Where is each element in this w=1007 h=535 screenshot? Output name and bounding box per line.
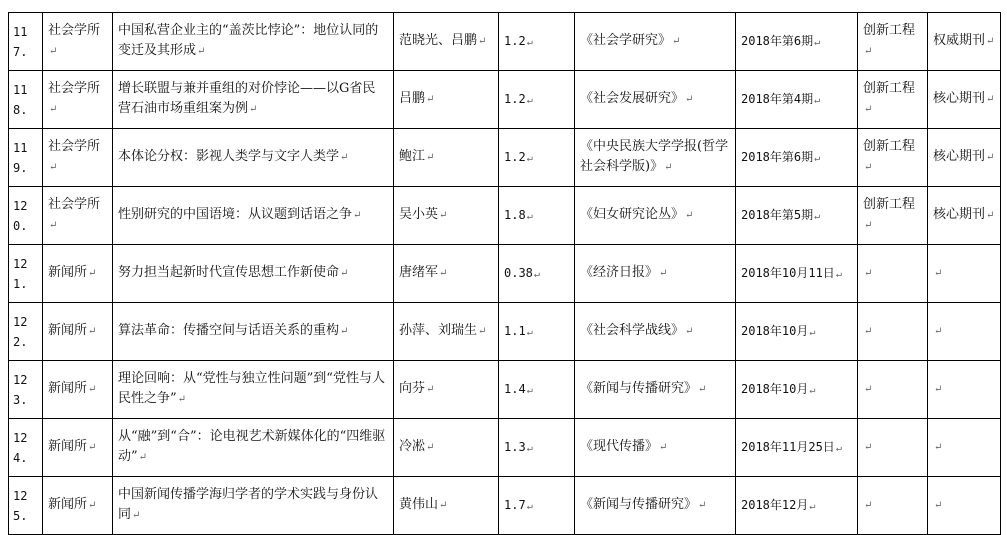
word-count-cell-text: 1.7	[504, 497, 526, 512]
row-number-text: 122.	[13, 314, 28, 349]
paragraph-mark-icon: ↵	[672, 36, 681, 47]
project-cell	[858, 71, 928, 129]
paragraph-mark-icon: ↵	[426, 442, 435, 453]
title-cell-text: 性别研究的中国语境：从议题到话语之争	[118, 207, 353, 222]
project-cell-text: 创新工程	[863, 81, 916, 96]
date-cell	[736, 303, 858, 361]
author-cell-text: 吴小英	[399, 207, 439, 222]
title-cell-text: 中国新闻传播学海归学者的学术实践与身份认同	[118, 487, 379, 522]
table-row	[9, 303, 1001, 361]
journal-cell-text: 《新闻与传播研究》	[580, 381, 698, 396]
date-cell-text: 2018年10月	[741, 323, 809, 338]
journal-cell-text: 《社会科学战线》	[580, 323, 685, 338]
author-cell-text: 孙萍、刘瑞生	[399, 323, 478, 338]
row-number	[9, 13, 43, 71]
paragraph-mark-icon: ↵	[809, 500, 816, 512]
title-cell-text: 努力担当起新时代宣传思想工作新使命	[118, 265, 340, 280]
paragraph-mark-icon: ↵	[864, 326, 873, 337]
paragraph-mark-icon: ↵	[526, 326, 533, 338]
author-cell-text: 吕鹏	[399, 91, 426, 106]
row-number	[9, 361, 43, 419]
word-count-cell	[499, 245, 575, 303]
date-cell	[736, 245, 858, 303]
paragraph-mark-icon: ↵	[526, 384, 533, 396]
author-cell	[394, 71, 499, 129]
paragraph-mark-icon: ↵	[340, 152, 349, 163]
paragraph-mark-icon: ↵	[809, 326, 816, 338]
paragraph-mark-icon: ↵	[698, 384, 707, 395]
journal-level-cell	[928, 303, 1001, 361]
paragraph-mark-icon: ↵	[132, 510, 141, 521]
word-count-cell-text: 1.2	[504, 33, 526, 48]
row-number-text: 124.	[13, 430, 28, 465]
project-cell-text: 创新工程	[863, 197, 916, 212]
paragraph-mark-icon: ↵	[685, 94, 694, 105]
word-count-cell	[499, 13, 575, 71]
word-count-cell-text: 1.8	[504, 207, 526, 222]
institute-cell	[43, 303, 113, 361]
paragraph-mark-icon: ↵	[249, 104, 258, 115]
paragraph-mark-icon: ↵	[88, 326, 97, 337]
title-cell	[113, 303, 394, 361]
institute-cell	[43, 71, 113, 129]
journal-cell	[575, 303, 736, 361]
paragraph-mark-icon: ↵	[88, 500, 97, 511]
paragraph-mark-icon: ↵	[426, 152, 435, 163]
paragraph-mark-icon: ↵	[49, 220, 58, 231]
date-cell-text: 2018年第6期	[741, 149, 814, 164]
date-cell-text: 2018年12月	[741, 497, 809, 512]
word-count-cell	[499, 303, 575, 361]
author-cell	[394, 129, 499, 187]
paragraph-mark-icon: ↵	[526, 210, 533, 222]
author-cell	[394, 419, 499, 477]
paragraph-mark-icon: ↵	[986, 36, 995, 47]
journal-level-cell	[928, 419, 1001, 477]
institute-cell	[43, 361, 113, 419]
institute-cell	[43, 129, 113, 187]
paragraph-mark-icon: ↵	[685, 326, 694, 337]
project-cell	[858, 187, 928, 245]
author-cell	[394, 187, 499, 245]
word-count-cell	[499, 361, 575, 419]
journal-level-cell	[928, 71, 1001, 129]
row-number	[9, 245, 43, 303]
journal-level-cell	[928, 13, 1001, 71]
title-cell-text: 增长联盟与兼并重组的对价悖论——以G省民营石油市场重组案为例	[118, 81, 376, 116]
paragraph-mark-icon: ↵	[177, 394, 187, 405]
paragraph-mark-icon: ↵	[526, 36, 533, 48]
date-cell-text: 2018年第4期	[741, 91, 814, 106]
paragraph-mark-icon: ↵	[439, 268, 448, 279]
date-cell-text: 2018年10月	[741, 381, 809, 396]
table-row	[9, 187, 1001, 245]
title-cell-text: 从“融”到“合”：论电视艺术新媒体化的“四维驱动”	[118, 429, 386, 464]
title-cell	[113, 71, 394, 129]
paragraph-mark-icon: ↵	[864, 46, 873, 57]
word-count-cell-text: 1.4	[504, 381, 526, 396]
word-count-cell-text: 1.3	[504, 439, 526, 454]
table-row	[9, 13, 1001, 71]
project-cell-text: 创新工程	[863, 23, 916, 38]
project-cell	[858, 245, 928, 303]
paragraph-mark-icon: ↵	[353, 210, 362, 221]
paragraph-mark-icon: ↵	[685, 210, 694, 221]
paragraph-mark-icon: ↵	[664, 162, 673, 173]
paragraph-mark-icon: ↵	[659, 268, 668, 279]
paragraph-mark-icon: ↵	[526, 442, 533, 454]
row-number-text: 117.	[13, 24, 28, 59]
paragraph-mark-icon: ↵	[340, 326, 349, 337]
journal-cell-text: 《妇女研究论丛》	[580, 207, 685, 222]
project-cell	[858, 129, 928, 187]
title-cell	[113, 13, 394, 71]
author-cell-text: 范晓光、吕鹏	[399, 33, 478, 48]
row-number-text: 123.	[13, 372, 28, 407]
row-number-text: 119.	[13, 140, 28, 175]
journal-cell-text: 《现代传播》	[580, 439, 659, 454]
journal-cell	[575, 71, 736, 129]
word-count-cell-text: 1.1	[504, 323, 526, 338]
institute-cell-text: 社会学所	[48, 197, 101, 212]
author-cell-text: 唐绪军	[399, 265, 439, 280]
paragraph-mark-icon: ↵	[864, 104, 873, 115]
paragraph-mark-icon: ↵	[934, 500, 943, 511]
date-cell	[736, 187, 858, 245]
project-cell	[858, 361, 928, 419]
author-cell-text: 黄伟山	[399, 497, 439, 512]
document-table-container	[8, 12, 1001, 535]
row-number	[9, 187, 43, 245]
paragraph-mark-icon: ↵	[864, 442, 873, 453]
title-cell	[113, 245, 394, 303]
title-cell-text: 本体论分权：影视人类学与文字人类学	[118, 149, 340, 164]
institute-cell-text: 社会学所	[48, 81, 101, 96]
paragraph-mark-icon: ↵	[426, 384, 435, 395]
paragraph-mark-icon: ↵	[934, 442, 943, 453]
paragraph-mark-icon: ↵	[698, 500, 707, 511]
table-row	[9, 361, 1001, 419]
journal-level-cell-text: 权威期刊	[933, 33, 986, 48]
journal-cell-text: 《社会学研究》	[580, 33, 672, 48]
journal-level-cell	[928, 129, 1001, 187]
title-cell	[113, 361, 394, 419]
word-count-cell	[499, 187, 575, 245]
author-cell-text: 冷凇	[399, 439, 426, 454]
journal-level-cell	[928, 245, 1001, 303]
row-number	[9, 129, 43, 187]
table-row	[9, 129, 1001, 187]
paragraph-mark-icon: ↵	[138, 452, 148, 463]
paragraph-mark-icon: ↵	[814, 94, 821, 106]
word-count-cell	[499, 419, 575, 477]
journal-cell-text: 《经济日报》	[580, 265, 659, 280]
paragraph-mark-icon: ↵	[986, 210, 995, 221]
project-cell	[858, 13, 928, 71]
paragraph-mark-icon: ↵	[533, 268, 540, 280]
word-count-cell-text: 1.2	[504, 91, 526, 106]
project-cell	[858, 303, 928, 361]
title-cell	[113, 419, 394, 477]
word-count-cell-text: 0.38	[504, 265, 533, 280]
paragraph-mark-icon: ↵	[986, 94, 995, 105]
paragraph-mark-icon: ↵	[439, 500, 448, 511]
journal-cell	[575, 13, 736, 71]
paragraph-mark-icon: ↵	[49, 162, 58, 173]
journal-cell	[575, 361, 736, 419]
paragraph-mark-icon: ↵	[478, 36, 487, 47]
title-cell-text: 理论回响：从“党性与独立性问题”到“党性与人民性之争”	[118, 371, 385, 406]
paragraph-mark-icon: ↵	[835, 268, 842, 280]
paragraph-mark-icon: ↵	[49, 46, 58, 57]
paragraph-mark-icon: ↵	[809, 384, 816, 396]
paragraph-mark-icon: ↵	[88, 268, 97, 279]
institute-cell-text: 新闻所	[48, 439, 88, 454]
institute-cell-text: 社会学所	[48, 139, 101, 154]
paragraph-mark-icon: ↵	[934, 384, 943, 395]
paragraph-mark-icon: ↵	[814, 210, 821, 222]
author-cell	[394, 13, 499, 71]
institute-cell	[43, 245, 113, 303]
paragraph-mark-icon: ↵	[864, 384, 873, 395]
paragraph-mark-icon: ↵	[835, 442, 842, 454]
institute-cell-text: 新闻所	[48, 381, 88, 396]
author-cell	[394, 245, 499, 303]
paragraph-mark-icon: ↵	[426, 94, 435, 105]
institute-cell-text: 新闻所	[48, 323, 88, 338]
paragraph-mark-icon: ↵	[439, 210, 448, 221]
institute-cell	[43, 187, 113, 245]
row-number-text: 121.	[13, 256, 28, 291]
journal-cell	[575, 187, 736, 245]
journal-cell-text: 《中央民族大学学报(哲学社会科学版)》	[580, 139, 729, 174]
journal-cell-text: 《新闻与传播研究》	[580, 497, 698, 512]
paragraph-mark-icon: ↵	[478, 326, 487, 337]
row-number-text: 120.	[13, 198, 28, 233]
paragraph-mark-icon: ↵	[864, 220, 873, 231]
row-number	[9, 71, 43, 129]
paragraph-mark-icon: ↵	[49, 104, 58, 115]
word-count-cell	[499, 71, 575, 129]
title-cell-text: 算法革命：传播空间与话语关系的重构	[118, 323, 340, 338]
journal-level-cell-text: 核心期刊	[933, 207, 986, 222]
paragraph-mark-icon: ↵	[340, 268, 349, 279]
journal-level-cell-text: 核心期刊	[933, 149, 986, 164]
journal-cell	[575, 419, 736, 477]
paragraph-mark-icon: ↵	[986, 152, 995, 163]
journal-level-cell-text: 核心期刊	[933, 91, 986, 106]
institute-cell	[43, 13, 113, 71]
date-cell	[736, 361, 858, 419]
journal-level-cell	[928, 187, 1001, 245]
paragraph-mark-icon: ↵	[526, 94, 533, 106]
author-cell-text: 鲍江	[399, 149, 426, 164]
paragraph-mark-icon: ↵	[864, 268, 873, 279]
word-count-cell-text: 1.2	[504, 149, 526, 164]
paragraph-mark-icon: ↵	[526, 500, 533, 512]
date-cell	[736, 419, 858, 477]
date-cell-text: 2018年10月11日	[741, 265, 835, 280]
project-cell	[858, 419, 928, 477]
journal-cell	[575, 129, 736, 187]
paragraph-mark-icon: ↵	[526, 152, 533, 164]
paragraph-mark-icon: ↵	[864, 162, 873, 173]
date-cell-text: 2018年11月25日	[741, 439, 835, 454]
paragraph-mark-icon: ↵	[864, 500, 873, 511]
title-cell-text: 中国私营企业主的“盖茨比悖论”：地位认同的变迁及其形成	[118, 23, 379, 58]
journal-level-cell	[928, 361, 1001, 419]
date-cell	[736, 13, 858, 71]
institute-cell-text: 新闻所	[48, 265, 88, 280]
journal-cell-text: 《社会发展研究》	[580, 91, 685, 106]
row-number	[9, 303, 43, 361]
row-number-text: 125.	[13, 488, 28, 523]
paragraph-mark-icon: ↵	[814, 36, 821, 48]
date-cell-text: 2018年第6期	[741, 33, 814, 48]
paragraph-mark-icon: ↵	[814, 152, 821, 164]
paragraph-mark-icon: ↵	[88, 384, 97, 395]
paragraph-mark-icon: ↵	[934, 326, 943, 337]
author-cell	[394, 303, 499, 361]
publication-table	[8, 12, 1001, 535]
journal-cell	[575, 245, 736, 303]
row-number	[9, 419, 43, 477]
date-cell-text: 2018年第5期	[741, 207, 814, 222]
paragraph-mark-icon: ↵	[88, 442, 97, 453]
institute-cell-text: 新闻所	[48, 497, 88, 512]
row-number-text: 118.	[13, 82, 28, 117]
paragraph-mark-icon: ↵	[659, 442, 668, 453]
table-row	[9, 71, 1001, 129]
institute-cell	[43, 419, 113, 477]
table-body	[9, 13, 1001, 535]
title-cell	[113, 129, 394, 187]
table-row	[9, 245, 1001, 303]
institute-cell-text: 社会学所	[48, 23, 101, 38]
word-count-cell	[499, 129, 575, 187]
title-cell	[113, 187, 394, 245]
date-cell	[736, 129, 858, 187]
paragraph-mark-icon: ↵	[934, 268, 943, 279]
date-cell	[736, 71, 858, 129]
table-row	[9, 419, 1001, 477]
author-cell-text: 向芬	[399, 381, 426, 396]
author-cell	[394, 361, 499, 419]
project-cell-text: 创新工程	[863, 139, 916, 154]
paragraph-mark-icon: ↵	[197, 46, 206, 57]
